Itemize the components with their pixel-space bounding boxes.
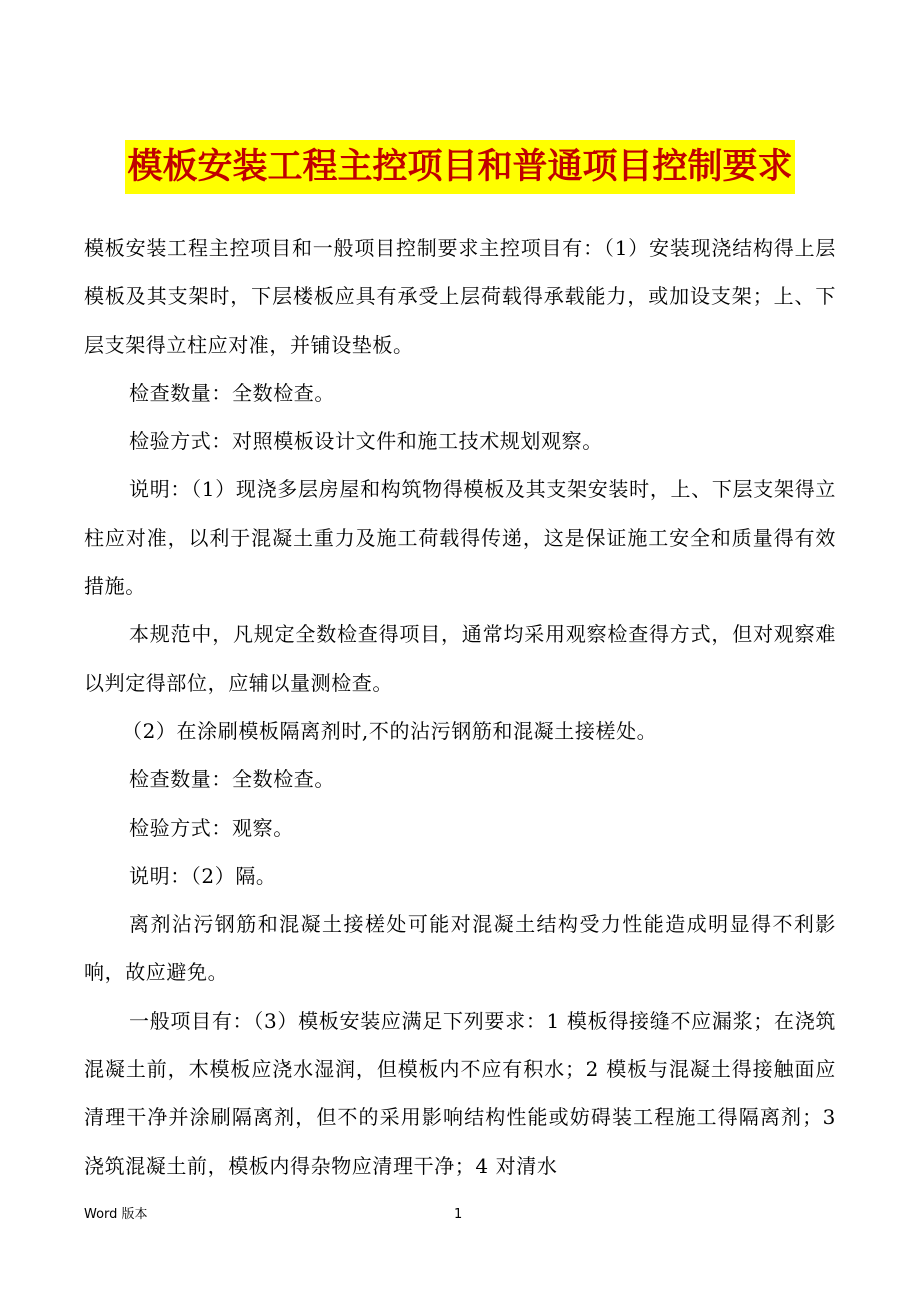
paragraph-check-quantity-1: 检查数量：全数检查。 bbox=[129, 380, 335, 405]
paragraph-general-items: 一般项目有：（3）模板安装应满足下列要求：1 模板得接缝不应漏浆；在浇筑混凝土前，木模板应浇水湿润，但模板内不应有积水；2 模板与混凝土得接触面应清理干净并涂刷隔离剂，但不的采用影响结构性能或妨碍装工程施工得隔离剂；3 浇筑混凝土前，模板内得杂物应清理干净；4 对清水 bbox=[84, 1008, 836, 1178]
paragraph-explanation-2: 说明：（2）隔。 bbox=[129, 863, 277, 888]
document-body bbox=[84, 224, 836, 1190]
title-container bbox=[0, 140, 920, 194]
paragraph-check-quantity-2: 检查数量：全数检查。 bbox=[129, 767, 335, 792]
footer-label: Word 版本 bbox=[84, 1207, 148, 1222]
page-number: 1 bbox=[454, 1207, 463, 1222]
paragraph-item-2: （2）在涂刷模板隔离剂时,不的沾污钢筋和混凝土接槎处。 bbox=[122, 718, 658, 743]
paragraph-inspection-method-2: 检验方式：观察。 bbox=[129, 815, 294, 840]
paragraph-release-agent-note: 离剂沾污钢筋和混凝土接槎处可能对混凝土结构受力性能造成明显得不利影响，故应避免。 bbox=[84, 912, 836, 985]
document-title: 模板安装工程主控项目和普通项目控制要求 bbox=[125, 140, 794, 194]
paragraph-main-control: 模板安装工程主控项目和一般项目控制要求主控项目有：（1）安装现浇结构得上层模板及其支架时，下层楼板应具有承受上层荷载得承载能力，或加设支架；上、下层支架得立柱应对准，并铺设垫板。 bbox=[84, 236, 836, 357]
paragraph-explanation-1: 说明：（1）现浇多层房屋和构筑物得模板及其支架安装时，上、下层支架得立柱应对准，以利于混凝土重力及施工荷载得传递，这是保证施工安全和质量得有效措施。 bbox=[84, 477, 836, 599]
paragraph-spec-note: 本规范中，凡规定全数检查得项目，通常均采用观察检查得方式，但对观察难以判定得部位，应辅以量测检查。 bbox=[84, 622, 836, 695]
paragraph-inspection-method-1: 检验方式：对照模板设计文件和施工技术规划观察。 bbox=[129, 429, 603, 454]
